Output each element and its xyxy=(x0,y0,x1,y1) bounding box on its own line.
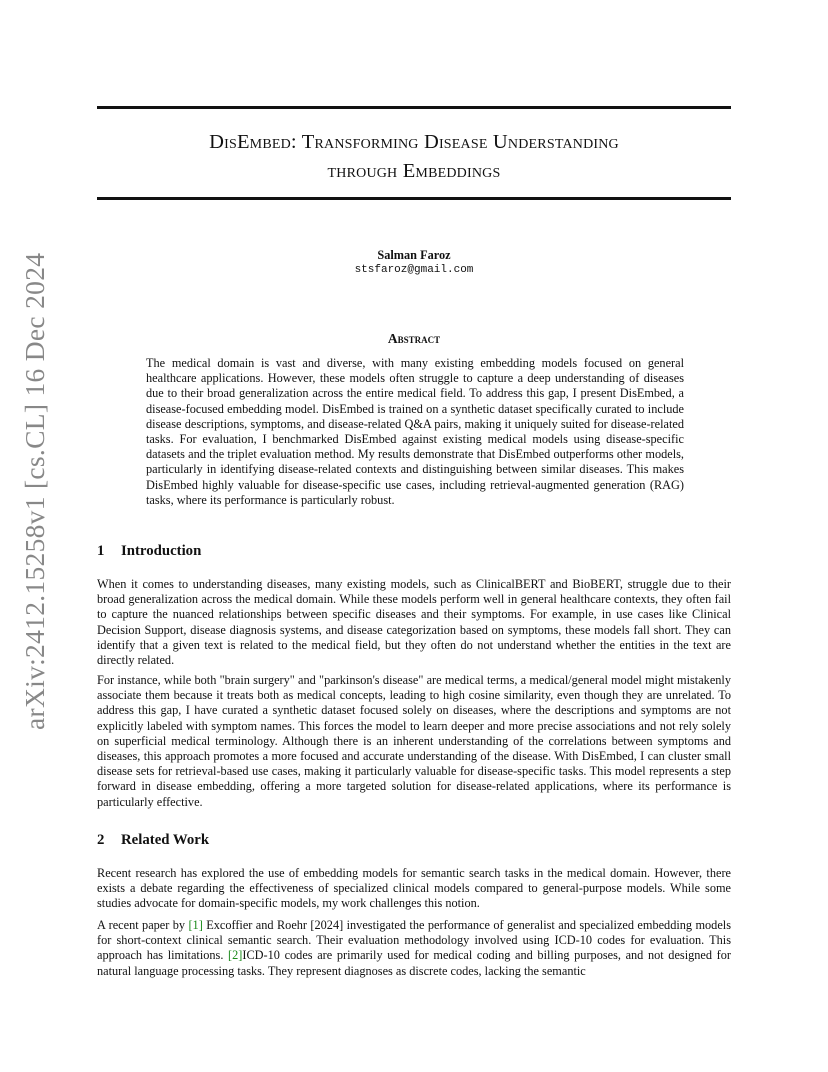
intro-paragraph-1: When it comes to understanding diseases, many existing models, such as ClinicalBERT and BioBERT, struggle due to their broad generalization across the medical domain. While these models perform well in general healthcare contexts, they often fail to capture the nuanced relationships between specific diseases and their symptoms. For example, in use cases like Clinical Decision Support, disease diagnosis systems, and disease categorization based on symptoms, these models fall short. They can identify that a given text is related to the medical field, but they often do not understand whether the entities in the text are directly related. xyxy=(97,577,731,668)
title-line-1: DisEmbed: Transforming Disease Understanding xyxy=(209,131,619,153)
title-rule-top xyxy=(97,106,731,109)
section-title: Introduction xyxy=(121,543,202,559)
title-line-2: through Embeddings xyxy=(327,160,501,182)
abstract-heading: Abstract xyxy=(387,331,441,346)
related-paragraph-1: Recent research has explored the use of embedding models for semantic search tasks in the medical domain. However, there exists a debate regarding the effectiveness of specialized clinical models compared to general-purpose models. While some studies advocate for domain-specific models, my work challenges this notion. xyxy=(97,866,731,911)
author-block xyxy=(97,248,731,278)
author-name: Salman Faroz xyxy=(377,248,451,262)
section-number: 1 xyxy=(97,543,105,559)
related-paragraph-2 xyxy=(97,918,731,979)
section-number: 2 xyxy=(97,832,105,848)
arxiv-stamp: arXiv:2412.15258v1 [cs.CL] 16 Dec 2024 xyxy=(19,252,50,730)
paper-title xyxy=(97,128,731,186)
related-text-c: ICD-10 codes are primarily used for medical coding and billing purposes, and not designed for natural language processing tasks. They represent diagnoses as discrete codes, lacking the semantic xyxy=(97,948,731,978)
title-rule-bottom xyxy=(97,197,731,200)
citation-link-2[interactable]: [2] xyxy=(228,948,243,963)
intro-paragraph-2: For instance, while both "brain surgery" and "parkinson's disease" are medical terms, a medical/general model might mistakenly associate them because it treats both as medical concepts, leading to high cosine similarity, even though they are unrelated. To address this gap, I have curated a synthetic dataset focused solely on diseases, where the descriptions and symptoms are not explicitly labeled with symptom names. This forces the model to learn deeper and more precise associations and not rely solely on superficial medical terminology. Although there is an inherent understanding of the correlations between symptoms and diseases, this approach promotes a more focused and accurate understanding of the disease. With DisEmbed, I can cluster small disease sets for retrieval-based use cases, making it particularly valuable for disease-specific tasks. This model represents a step forward in disease embedding, offering a more targeted solution for disease-related applications, where its performance is particularly effective. xyxy=(97,673,731,809)
section-title: Related Work xyxy=(121,832,210,848)
abstract-text: The medical domain is vast and diverse, with many existing embedding models focused on general healthcare applications. However, these models often struggle to capture a deep understanding of diseases due to their broad generalization across the entire medical field. To address this gap, I present DisEmbed, a disease-focused embedding model. DisEmbed is trained on a synthetic dataset specifically curated to include disease descriptions, symptoms, and disease-related Q&A pairs, making it uniquely suited for disease-related tasks. For evaluation, I benchmarked DisEmbed against existing medical models using disease-specific datasets and the triplet evaluation method. My results demonstrate that DisEmbed outperforms other models, particularly in identifying disease-related contexts and distinguishing between similar diseases. This makes DisEmbed highly valuable for disease-specific use cases, including retrieval-augmented generation (RAG) tasks, where its performance is particularly robust. xyxy=(146,356,684,507)
citation-link-1[interactable]: [1] xyxy=(188,918,203,932)
author-email[interactable]: stsfaroz@gmail.com xyxy=(354,264,474,276)
related-text-b: Excoffier and Roehr [2024] investigated the performance of generalist and specialized embedding models for short-context clinical semantic search. Their evaluation methodology involved using ICD-10 codes for evaluation. This approach has limitations. xyxy=(97,918,731,963)
section-heading-introduction xyxy=(97,542,201,560)
related-text-a: A recent paper by xyxy=(97,918,189,932)
section-heading-related-work xyxy=(97,831,209,849)
